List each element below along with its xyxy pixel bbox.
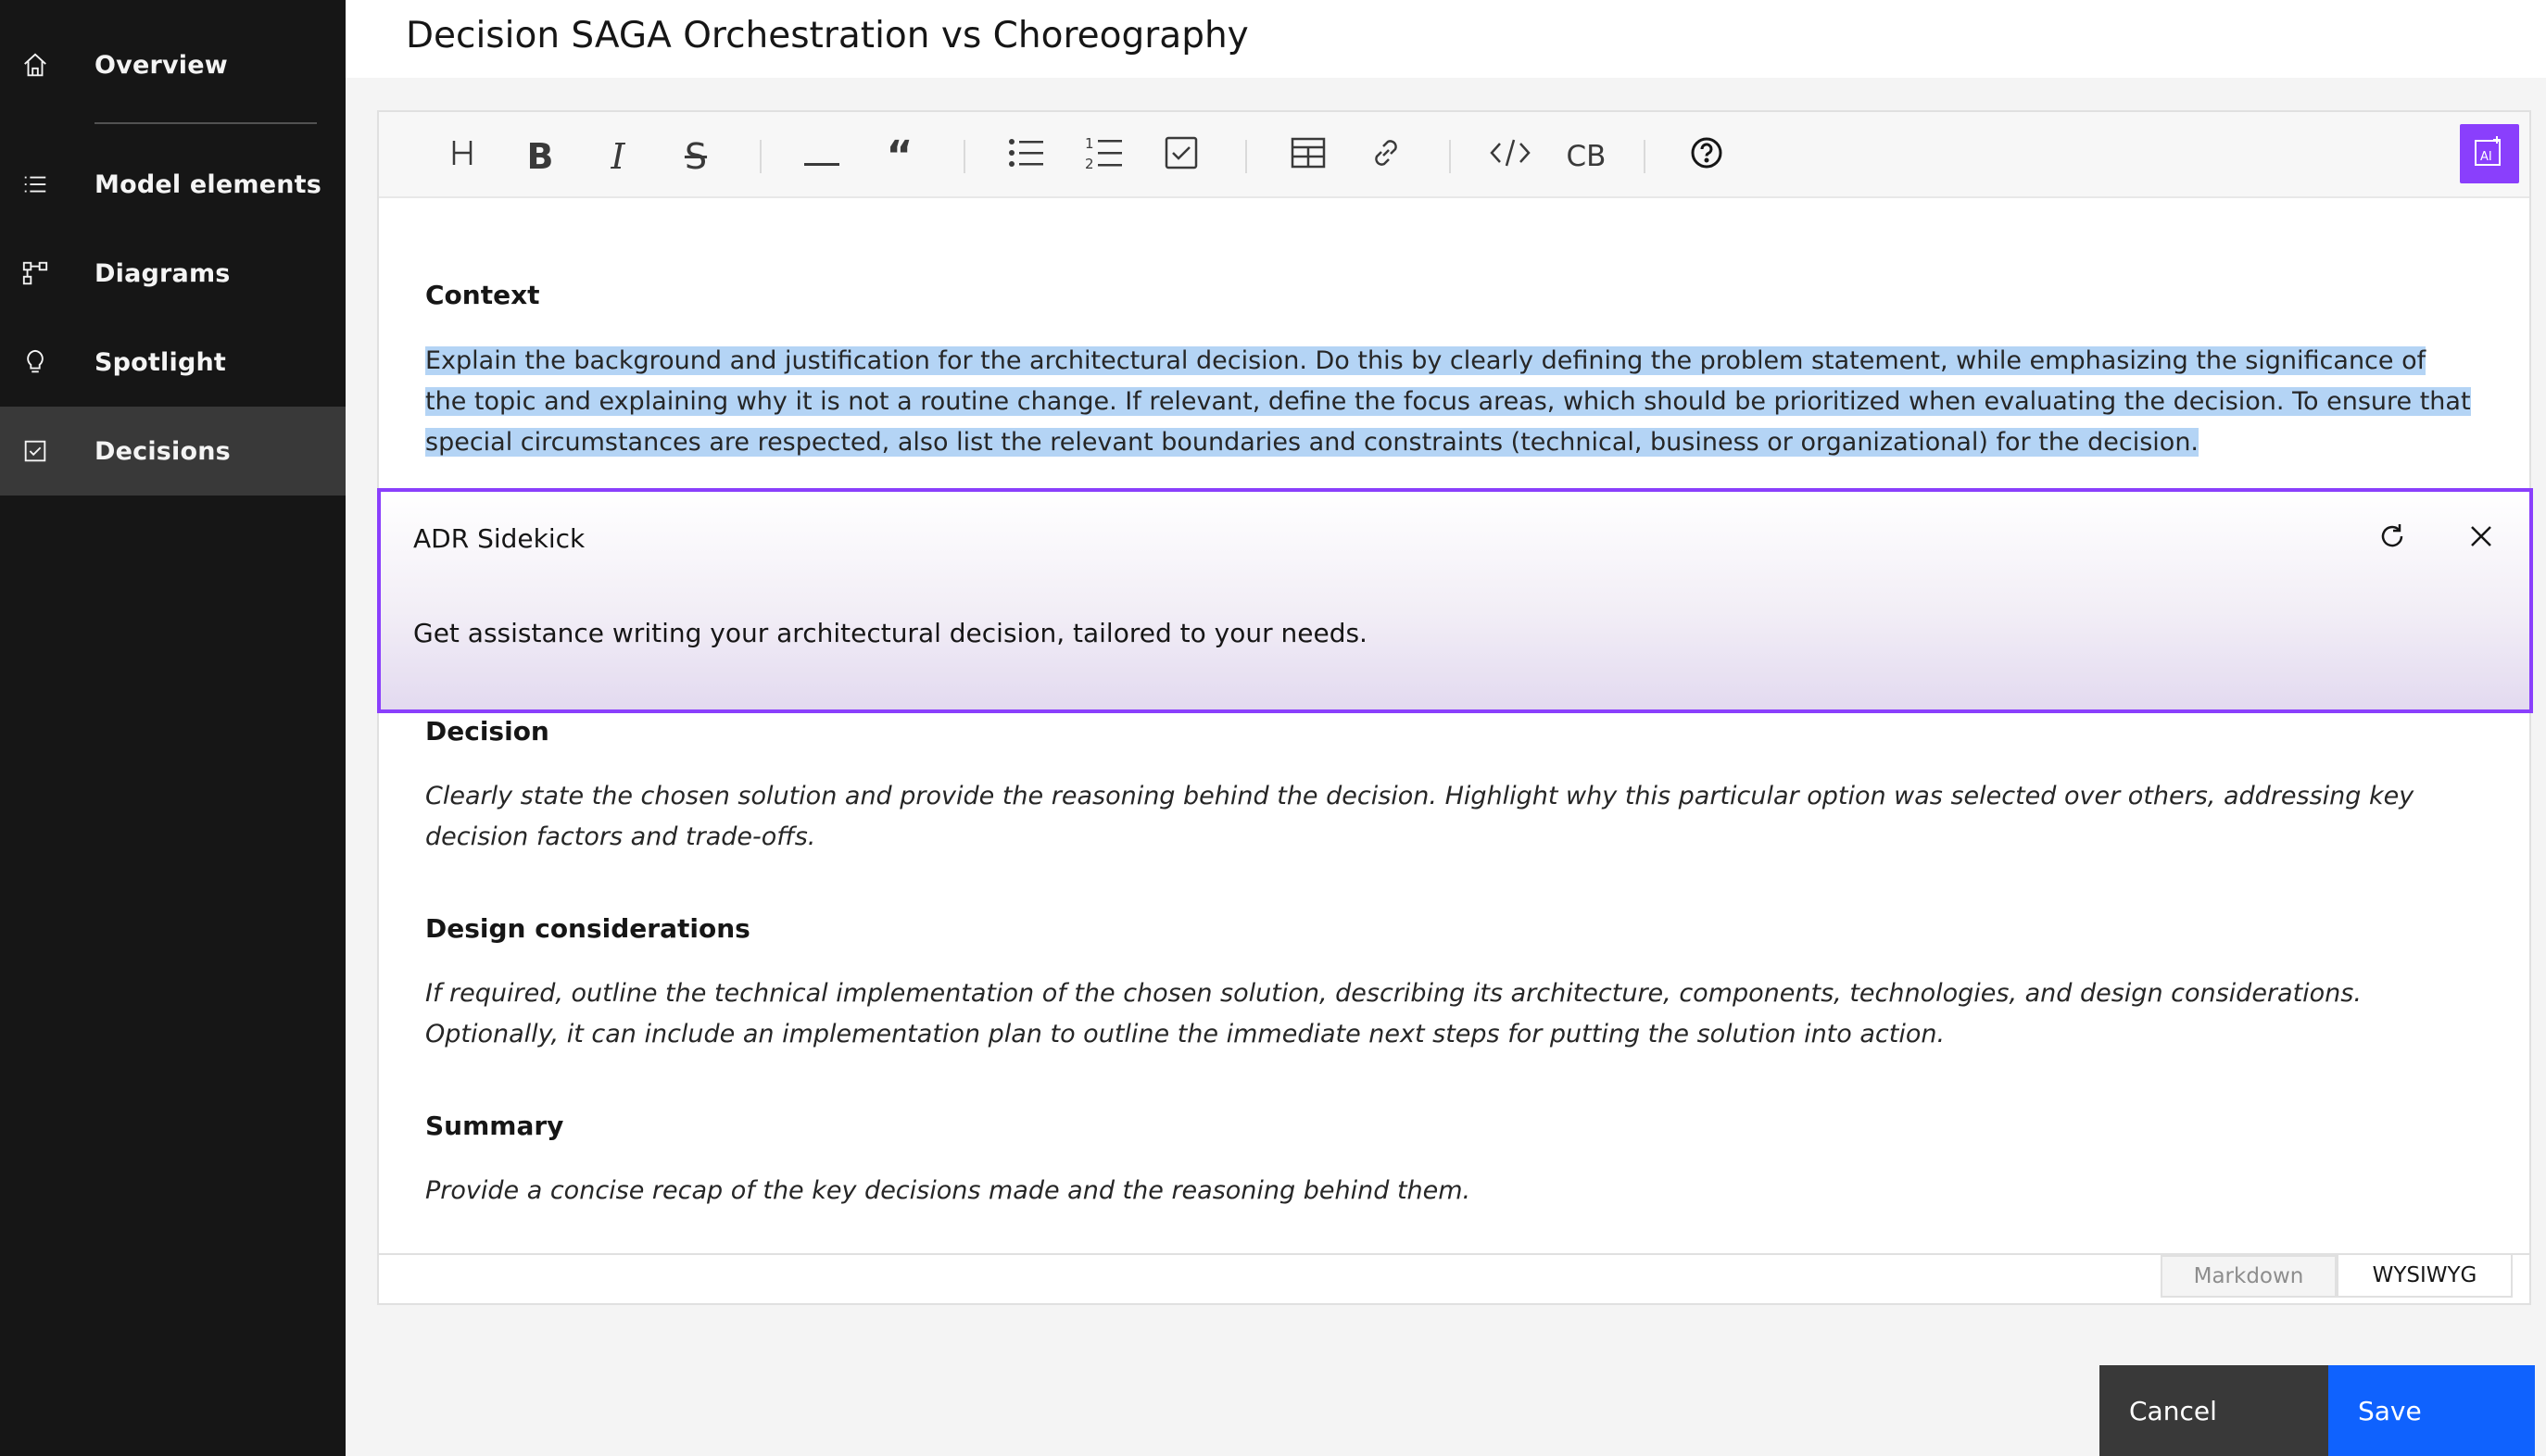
sidekick-description: Get assistance writing your architectural decision, tailored to your needs. xyxy=(413,618,1368,648)
editor-toolbar xyxy=(379,112,2529,198)
sidebar-item-label: Diagrams xyxy=(95,258,231,288)
task-list-button[interactable] xyxy=(1154,130,1208,183)
design-considerations-text[interactable]: If required, outline the technical implementation of the chosen solution, describing its architecture, components, technologies, and design considerations. Optionally, it can include an implementation plan to outline the immediate next steps for putting the solution into action. xyxy=(425,979,2362,1048)
sidebar-item-label: Decisions xyxy=(95,436,231,466)
close-icon xyxy=(2469,524,2493,552)
page-header xyxy=(346,0,2546,78)
sidebar-item-label: Overview xyxy=(95,50,228,80)
bold-icon: B xyxy=(526,136,554,177)
cancel-button[interactable]: Cancel xyxy=(2099,1365,2328,1456)
heading-button[interactable] xyxy=(435,130,489,183)
context-heading: Context xyxy=(425,280,540,310)
heading-icon xyxy=(448,138,476,175)
table-icon xyxy=(1291,137,1326,176)
quote-icon: “ xyxy=(886,132,914,180)
decision-text[interactable]: Clearly state the chosen solution and provide the reasoning behind the decision. Highlight why this particular option was selected over others, addressing key decision factors and trade-offs. xyxy=(425,782,2414,851)
sidekick-title: ADR Sidekick xyxy=(413,523,586,554)
context-text[interactable] xyxy=(425,341,2473,463)
horizontal-rule-icon xyxy=(804,139,839,174)
lightbulb-icon xyxy=(20,347,50,377)
tab-spacer xyxy=(2513,1255,2529,1301)
refresh-icon xyxy=(2377,521,2407,555)
link-button[interactable] xyxy=(1359,130,1413,183)
task-list-icon xyxy=(1165,136,1198,177)
code-block-button[interactable] xyxy=(1559,130,1613,183)
page-title: Decision SAGA Orchestration vs Choreography xyxy=(406,15,1249,56)
tab-wysiwyg[interactable]: WYSIWYG xyxy=(2337,1255,2513,1298)
sidebar-item-diagrams[interactable] xyxy=(0,229,346,318)
ai-assistant-button[interactable] xyxy=(2460,124,2519,183)
link-icon xyxy=(1368,135,1404,178)
refresh-button[interactable] xyxy=(2374,520,2411,557)
bold-button[interactable] xyxy=(513,130,567,183)
bullet-list-icon xyxy=(1008,137,1043,176)
editor-mode-tabs xyxy=(379,1253,2529,1301)
strikethrough-button[interactable] xyxy=(669,130,723,183)
italic-button[interactable] xyxy=(591,130,645,183)
diagram-icon xyxy=(20,258,50,288)
code-block-icon: CB xyxy=(1566,140,1607,173)
help-icon xyxy=(1690,136,1723,177)
italic-icon: I xyxy=(611,136,625,177)
design-considerations-heading: Design considerations xyxy=(425,913,750,944)
list-icon xyxy=(20,169,50,199)
quote-button[interactable] xyxy=(873,130,926,183)
toolbar-separator xyxy=(964,140,965,173)
save-button[interactable]: Save xyxy=(2328,1365,2535,1456)
tab-markdown[interactable]: Markdown xyxy=(2161,1255,2337,1298)
numbered-list-button[interactable] xyxy=(1077,130,1130,183)
toolbar-separator xyxy=(760,140,762,173)
sidebar-item-spotlight[interactable] xyxy=(0,318,346,407)
toolbar-separator xyxy=(1245,140,1247,173)
svg-text:AI: AI xyxy=(2480,150,2492,164)
toolbar-separator xyxy=(1644,140,1645,173)
sidebar-item-model-elements[interactable] xyxy=(0,140,346,229)
code-icon xyxy=(1490,137,1531,176)
svg-text:1: 1 xyxy=(1085,135,1094,152)
table-button[interactable] xyxy=(1281,130,1335,183)
sidebar-item-decisions[interactable] xyxy=(0,407,346,496)
ai-icon xyxy=(2473,135,2506,172)
sidebar-item-label: Spotlight xyxy=(95,347,226,377)
code-button[interactable] xyxy=(1483,130,1537,183)
bullet-list-button[interactable] xyxy=(999,130,1052,183)
sidebar-item-label: Model elements xyxy=(95,169,322,199)
toolbar-separator xyxy=(1449,140,1451,173)
checkbox-icon xyxy=(20,436,50,466)
decision-heading: Decision xyxy=(425,716,549,747)
horizontal-rule-button[interactable] xyxy=(795,130,849,183)
home-icon xyxy=(20,50,50,80)
sidebar-item-overview[interactable] xyxy=(0,20,346,109)
summary-heading: Summary xyxy=(425,1111,564,1141)
adr-sidekick-panel xyxy=(377,488,2533,713)
svg-text:2: 2 xyxy=(1085,156,1094,170)
close-button[interactable] xyxy=(2463,520,2500,557)
summary-text[interactable]: Provide a concise recap of the key decisions made and the reasoning behind them. xyxy=(425,1176,1471,1205)
sidebar xyxy=(0,0,346,1456)
strikethrough-icon: S xyxy=(684,136,708,177)
help-button[interactable] xyxy=(1680,130,1733,183)
sidebar-divider xyxy=(95,122,317,124)
selected-text: Explain the background and justification for the architectural decision. Do this by clearly defining the problem statement, while emphasizing the significance of the topic and explaining why it is not a routine change. If relevant, define the focus areas, which should be prioritized when evaluating the decision. To ensure that special circumstances are respected, also list the relevant boundaries and constraints (technical, business or organizational) for the decision. xyxy=(425,346,2471,457)
numbered-list-icon xyxy=(1085,135,1122,178)
